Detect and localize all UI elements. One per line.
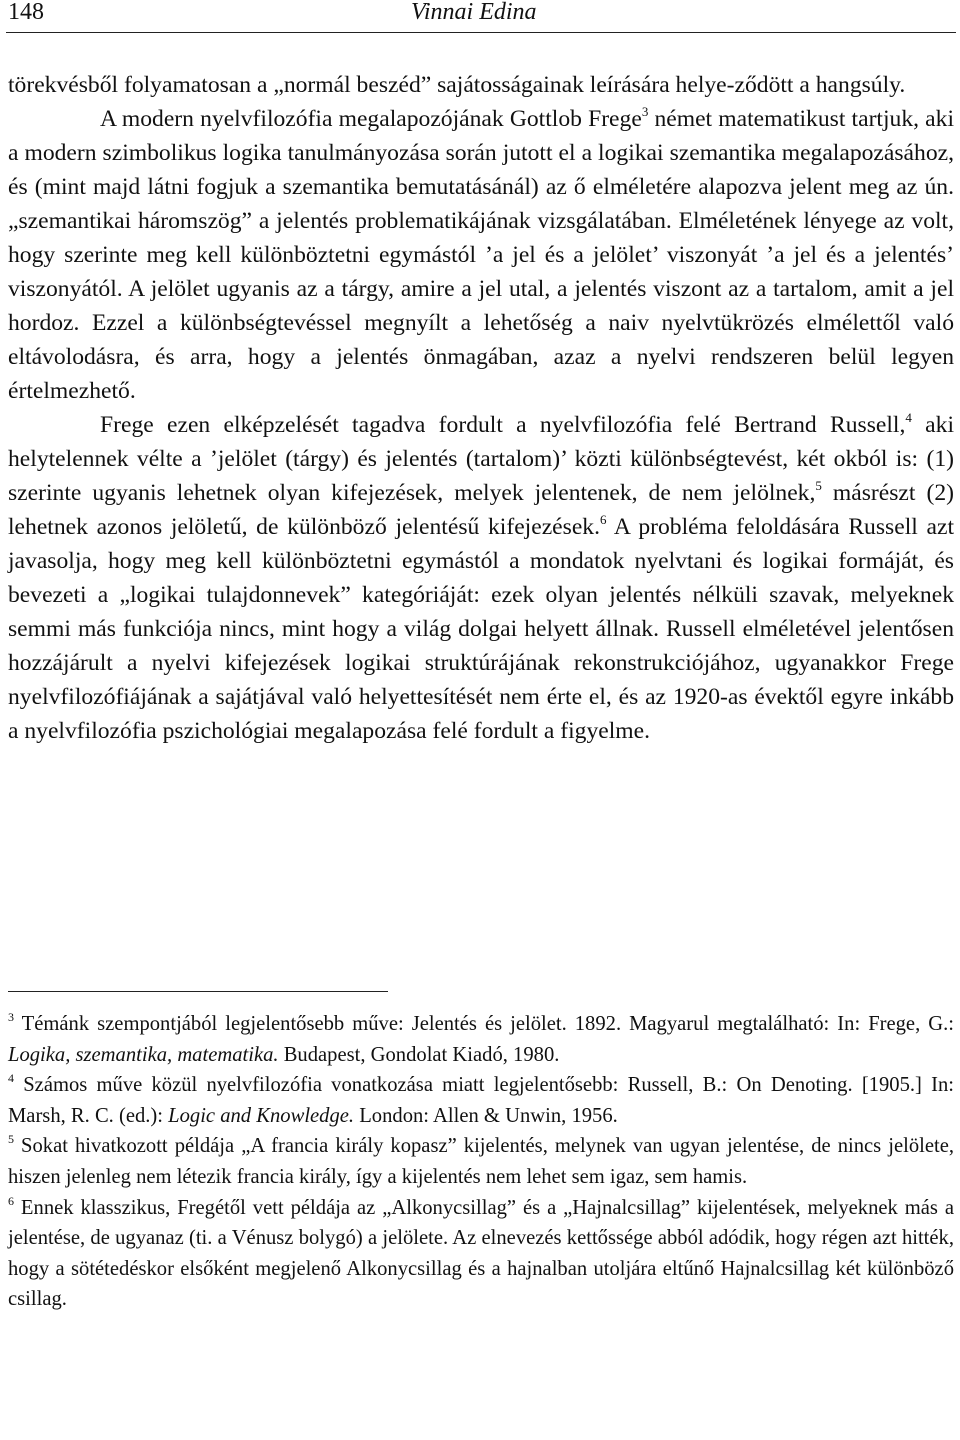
footnote-number: 4 [8, 1071, 14, 1086]
paragraph-1 [8, 68, 954, 102]
paragraph-2-text-a: A modern nyelvfilozófia megalapozójának Gottlob Frege [100, 106, 642, 132]
running-head-author: Vinnai Edina [411, 0, 537, 25]
footnote-text: Sokat hivatkozott példája „A francia király kopasz” kijelentés, melynek van ugyan jelentése, de nincs jelölete, hiszen jelenleg nem létezik francia király, így a kijelentés nem lehet sem igaz, sem hamis. [8, 1135, 954, 1188]
footnote-3 [8, 1009, 954, 1070]
footnote-text: London: Allen & Unwin, 1956. [354, 1104, 618, 1127]
paragraph-3-text-d: A probléma feloldására Russell azt javasolja, hogy meg kell különböztetni egymástól a mondatok nyelvtani és logikai formáját, és bevezeti a „logikai tulajdonnevek” kategóriáját: ezek olyan jelentés nélküli szavak, melyeknek semmi más funkciója nincs, mint hogy a világ dolgai helyett állnak. Russell elméletével jelentősen hozzájárult a nyelvi kifejezések logikai struktúrájának rekonstrukciójához, ugyanakkor Frege nyelvfilozófiájának a sajátjával való helyettesítését nem érte el, és az 1920-as évektől egyre inkább a nyelvfilozófia pszichológiai megalapozása felé fordult a figyelme. [8, 514, 954, 744]
footnote-title-italic: Logic and Knowledge. [168, 1104, 355, 1127]
footnote-4 [8, 1070, 954, 1131]
main-text [8, 68, 954, 748]
paragraph-3-text-a: Frege ezen elképzelését tagadva fordult a nyelvfilozófia felé Bertrand Russell, [100, 412, 906, 438]
footnote-text: Témánk szempontjából legjelentősebb műve: Jelentés és jelölet. 1892. Magyarul megtalálható: In: Frege, G.: [14, 1013, 954, 1035]
paragraph-3 [8, 408, 954, 748]
footnote-title-italic: Logika, szemantika, matematika. [8, 1043, 279, 1066]
footnote-text: Budapest, Gondolat Kiadó, 1980. [278, 1043, 560, 1066]
footnotes [8, 1009, 954, 1315]
footnote-divider [8, 991, 388, 992]
footnote-text: Számos műve közül nyelvfilozófia vonatkozása miatt legjelentősebb: Russell, B.: On Denoting. [1905.] In: Marsh, R. C. (ed.): [8, 1074, 954, 1127]
footnote-number: 3 [8, 1010, 14, 1024]
paragraph-3-text-c: másrészt (2) lehetnek azonos jelöletű, de különböző jelentésű kifejezések. [8, 480, 954, 540]
footnote-number: 5 [8, 1132, 14, 1147]
footnote-number: 6 [8, 1193, 14, 1208]
footnote-ref-5[interactable]: 5 [815, 478, 822, 493]
running-header [6, 0, 956, 33]
footnote-ref-6[interactable]: 6 [600, 512, 607, 527]
paragraph-2 [8, 102, 954, 408]
page-number: 148 [8, 0, 44, 25]
footnote-ref-3[interactable]: 3 [641, 104, 649, 119]
footnote-6 [8, 1193, 954, 1315]
paragraph-1-text: törekvésből folyamatosan a „normál beszéd” sajátosságainak leírására helye-ződött a hangsúly. [8, 72, 906, 98]
paragraph-3-text-b: aki helytelennek vélte a ’jelölet (tárgy) és jelentés (tartalom)’ közti különbségtevést, két okból is: (1) szerinte ugyanis lehetnek olyan kifejezések, melyek jelentenek, de nem jelölnek, [8, 412, 954, 506]
footnote-ref-4[interactable]: 4 [905, 410, 912, 425]
paragraph-2-text-b: német matematikust tartjuk, aki a modern szimbolikus logika tanulmányozása során jutott el a logikai szemantika megalapozásához, és (mint majd látni fogjuk a szemantika bemutatásánál) az ő elméletére alapozva jelent meg az ún. „szemantikai háromszög” a jelentés problematikájának vizsgálatában. Elméletének lényege az volt, hogy szerinte meg kell különböztetni egymástól ’a jel és a jelölet’ viszonyát ’a jel és a jelentés’ viszonyától. A jelölet ugyanis az a tárgy, amire a jel utal, a jelentés viszont az a tartalom, amit a jel hordoz. Ezzel a különbségtevéssel megnyílt a lehetőség a naiv nyelvtükrözés elmélettől való eltávolodásra, és arra, hogy a jelentés önmagában, azaz a nyelvi rendszeren belül legyen értelmezhető. [8, 106, 955, 404]
footnote-5 [8, 1131, 954, 1192]
footnote-text: Ennek klasszikus, Fregétől vett példája az „Alkonycsillag” és a „Hajnalcsillag” kijelentések, melyeknek más a jelentése, de ugyanaz (ti. a Vénusz bolygó) a jelölete. Az elnevezés kettőssége abból adódik, hogy régen azt hitték, hogy a sötétedéskor elsőként megjelenő Alkonycsillag és a hajnalban utoljára eltűnő Hajnalcsillag két különböző csillag. [8, 1196, 954, 1311]
